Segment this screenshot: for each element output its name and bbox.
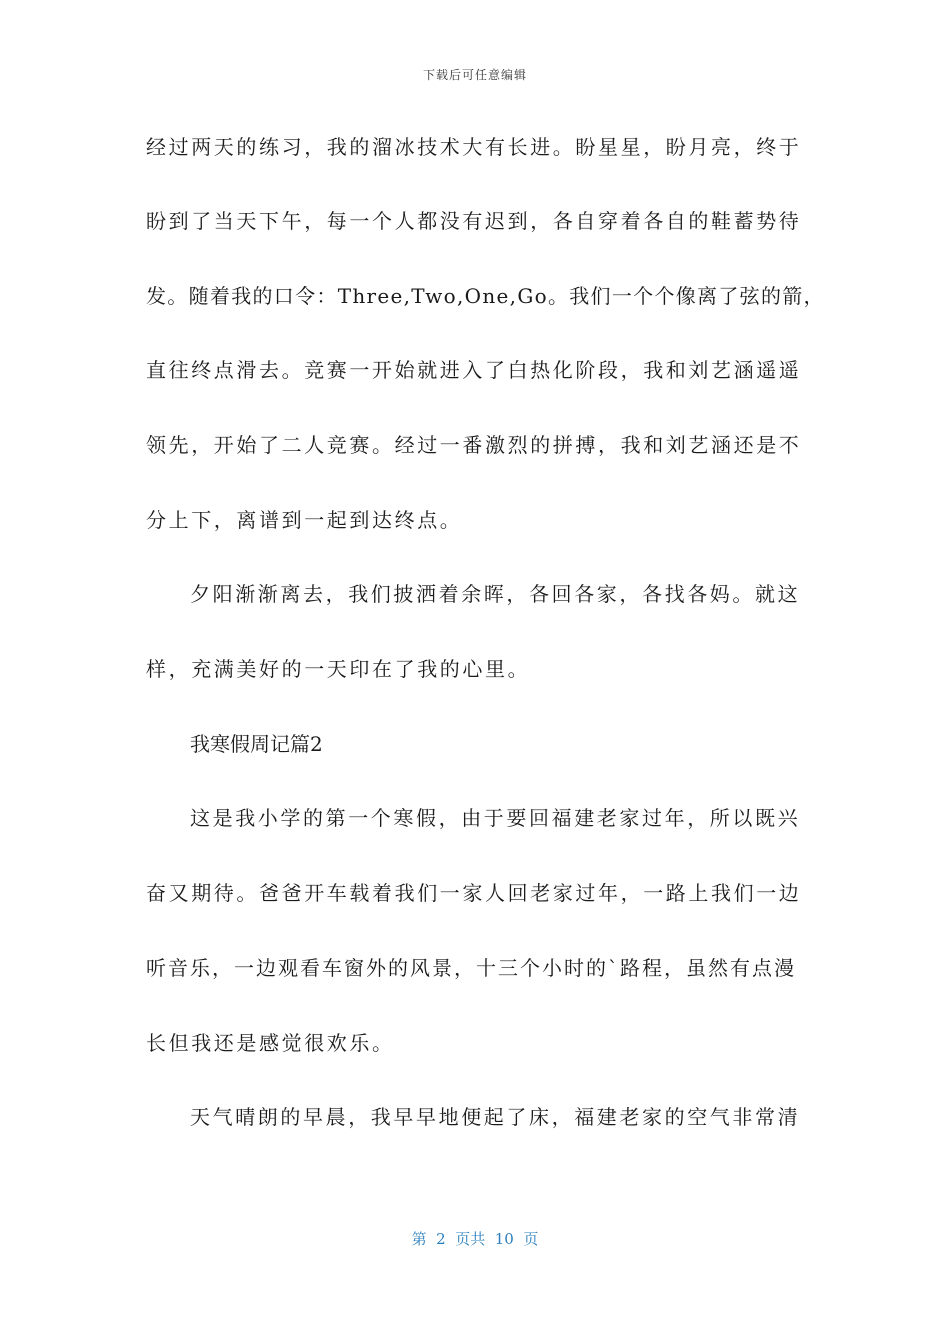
text-line: 奋又期待。爸爸开车载着我们一家人回老家过年，一路上我们一边 [146, 881, 802, 905]
text-line: 发。随着我的口令：Three,Two,One,Go。我们一个个像离了弦的箭， [146, 284, 825, 308]
text-line: 这是我小学的第一个寒假，由于要回福建老家过年，所以既兴 [190, 806, 801, 830]
section-heading: 我寒假周记篇2 [190, 732, 323, 756]
page-footer: 第 2 页共 10 页 [411, 1230, 539, 1248]
text-line: 直往终点滑去。竞赛一开始就进入了白热化阶段，我和刘艺涵遥遥 [146, 358, 802, 382]
text-line: 盼到了当天下午，每一个人都没有迟到，各自穿着各自的鞋蓄势待 [146, 209, 802, 233]
text-line: 经过两天的练习，我的溜冰技术大有长进。盼星星，盼月亮，终于 [146, 135, 802, 159]
header-note: 下载后可任意编辑 [422, 68, 527, 82]
text-line: 分上下，离谱到一起到达终点。 [146, 508, 463, 532]
text-line: 天气晴朗的早晨，我早早地便起了床，福建老家的空气非常清 [190, 1105, 801, 1129]
text-line: 听音乐，一边观看车窗外的风景，十三个小时的`路程，虽然有点漫 [146, 956, 796, 980]
text-line: 长但我还是感觉很欢乐。 [146, 1031, 395, 1055]
text-line: 领先，开始了二人竞赛。经过一番激烈的拼搏，我和刘艺涵还是不 [146, 433, 802, 457]
text-line: 样，充满美好的一天印在了我的心里。 [146, 657, 531, 681]
text-line: 夕阳渐渐离去，我们披洒着余晖，各回各家，各找各妈。就这 [190, 582, 801, 606]
